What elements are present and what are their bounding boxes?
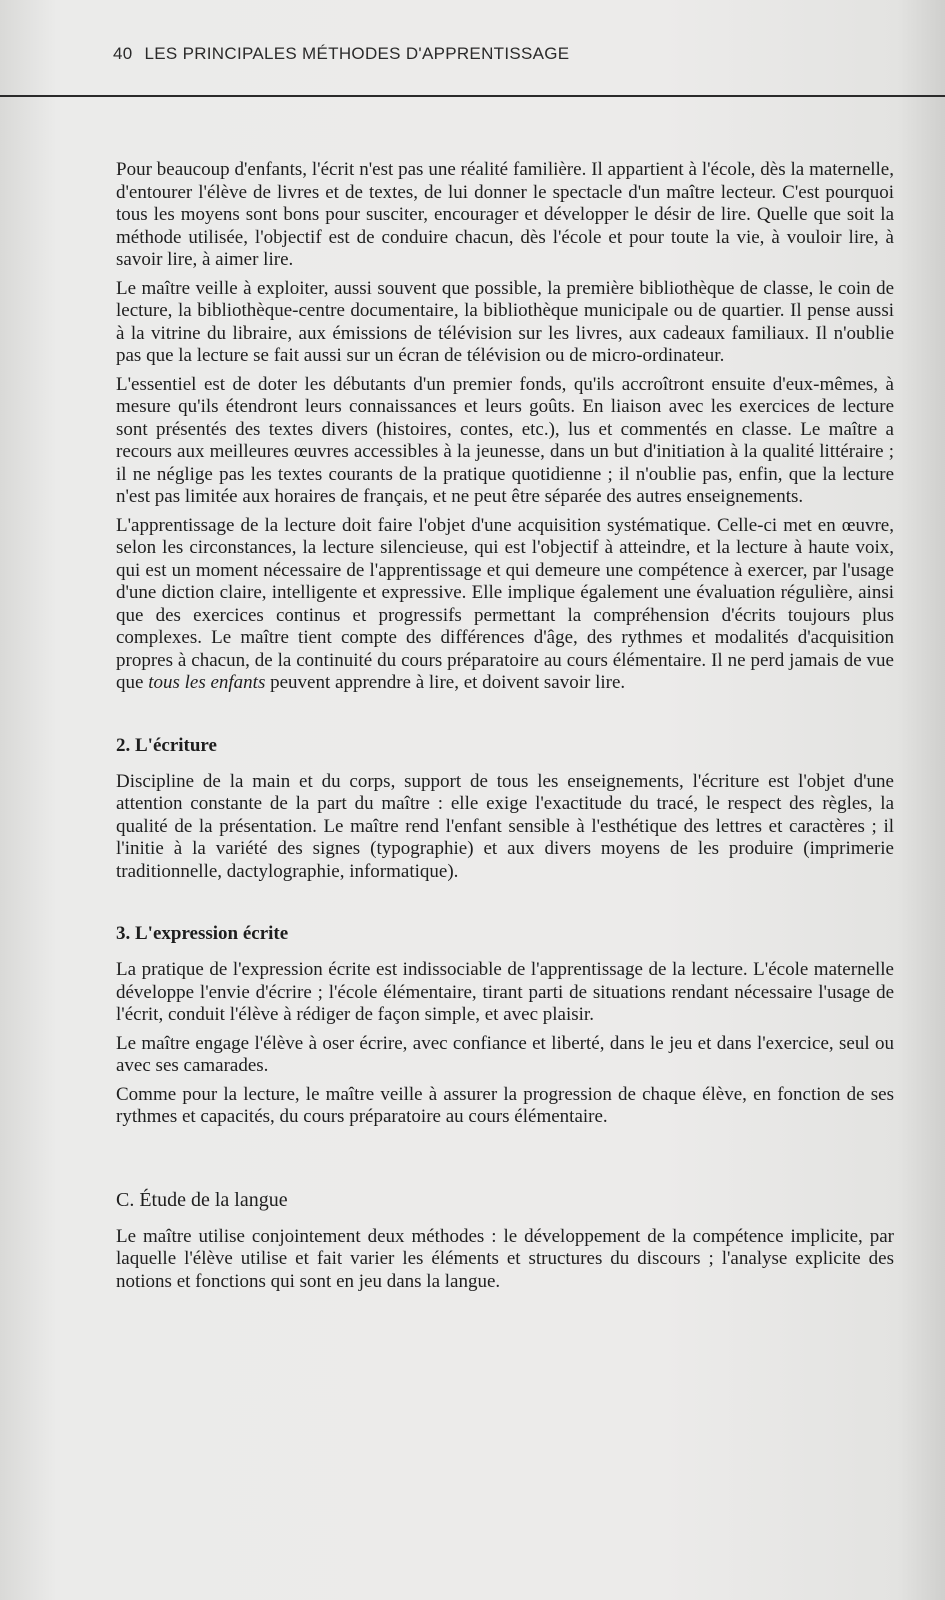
running-header — [113, 44, 569, 64]
paragraph: Discipline de la main et du corps, support de tous les enseignements, l'écriture est l'objet d'une attention constante de la part du maître : elle exige l'exactitude du tracé, le respect des règles, la qualité de la présentation. Le maître rend l'enfant sensible à l'esthétique des lettres et caractères ; il l'initie à la variété des signes (typographie) et aux divers moyens de les produire (imprimerie traditionnelle, dactylographie, informatique). — [116, 770, 894, 882]
paragraph: La pratique de l'expression écrite est indissociable de l'apprentissage de la lecture. L'école maternelle développe l'envie d'écrire ; l'école élémentaire, tirant parti de situations rendant nécessaire l'usage de l'écrit, conduit l'élève à rédiger de façon simple, et avec plaisir. — [116, 959, 894, 1025]
paragraph: L'essentiel est de doter les débutants d'un premier fonds, qu'ils accroîtront ensuite d'eux-mêmes, à mesure qu'ils étendront leurs connaissances et leurs goûts. En liaison avec les exercices de lecture sont présentés des textes divers (histoires, contes, etc.), lus et commentés en classe. Le maître a recours aux meilleures œuvres accessibles à la jeunesse, dans un but d'initiation à la qualité littéraire ; il ne néglige pas les textes courants de la pratique quotidienne ; il n'oublie pas, enfin, que la lecture n'est pas limitée aux horaires de français, et ne peut être séparée des autres enseignements. — [116, 373, 894, 507]
paragraph: Le maître veille à exploiter, aussi souvent que possible, la première bibliothèque de classe, le coin de lecture, la bibliothèque-centre documentaire, la bibliothèque municipale ou de quartier. Il pense aussi à la vitrine du libraire, aux émissions de télévision sur les livres, aux cadeaux familiaux. Il n'oublie pas que la lecture se fait aussi sur un écran de télévision ou de micro-ordinateur. — [116, 277, 894, 366]
paragraph-text: L'apprentissage de la lecture doit faire l'objet d'une acquisition systématique. Celle-ci met en œuvre, selon les circonstances, la lecture silencieuse, qui est l'objectif à atteindre, et la lecture à haute voix, qui est un moment nécessaire de l'apprentissage et qui demeure une compétence à exercer, par l'usage d'une diction claire, intelligente et expressive. Elle implique également une évaluation régulière, ainsi que des exercices continus et progressifs permettant la compréhension d'écrits toujours plus complexes. Le maître tient compte des différences d'âge, des rythmes et modalités d'acquisition propres à chacun, de la continuité du cours préparatoire au cours élémentaire. Il ne perd jamais de vue que — [116, 514, 894, 693]
paragraph-text: peuvent apprendre à lire, et doivent savoir lire. — [265, 672, 626, 693]
header-rule — [0, 95, 945, 97]
paragraph: Pour beaucoup d'enfants, l'écrit n'est pas une réalité familière. Il appartient à l'école, dès la maternelle, d'entourer l'élève de livres et de textes, de lui donner le spectacle d'un maître lecteur. C'est pourquoi tous les moyens sont bons pour susciter, encourager et développer le désir de lire. Quelle que soit la méthode utilisée, l'objectif est de conduire chacun, dès l'école et pour toute la vie, à vouloir lire, à savoir lire, à aimer lire. — [116, 159, 894, 270]
paragraph: Le maître engage l'élève à oser écrire, avec confiance et liberté, dans le jeu et dans l'exercice, seul ou avec ses camarades. — [116, 1032, 894, 1076]
running-title: LES PRINCIPALES MÉTHODES D'APPRENTISSAGE — [144, 44, 570, 63]
page-number: 40 — [113, 44, 133, 63]
section-heading-langue: C. Étude de la langue — [116, 1188, 288, 1211]
section-heading-ecriture: 2. L'écriture — [116, 734, 217, 756]
emphasis-text: tous les enfants — [148, 672, 266, 693]
page-body — [116, 159, 894, 1299]
section-heading-expression: 3. L'expression écrite — [116, 923, 289, 944]
paragraph: Comme pour la lecture, le maître veille à assurer la progression de chaque élève, en fonction de ses rythmes et capacités, du cours préparatoire au cours élémentaire. — [116, 1083, 894, 1127]
paragraph — [116, 515, 894, 695]
paragraph: Le maître utilise conjointement deux méthodes : le développement de la compétence implicite, par laquelle l'élève utilise et fait varier les éléments et structures du discours ; l'analyse explicite des notions et fonctions qui sont en jeu dans la langue. — [116, 1225, 894, 1292]
